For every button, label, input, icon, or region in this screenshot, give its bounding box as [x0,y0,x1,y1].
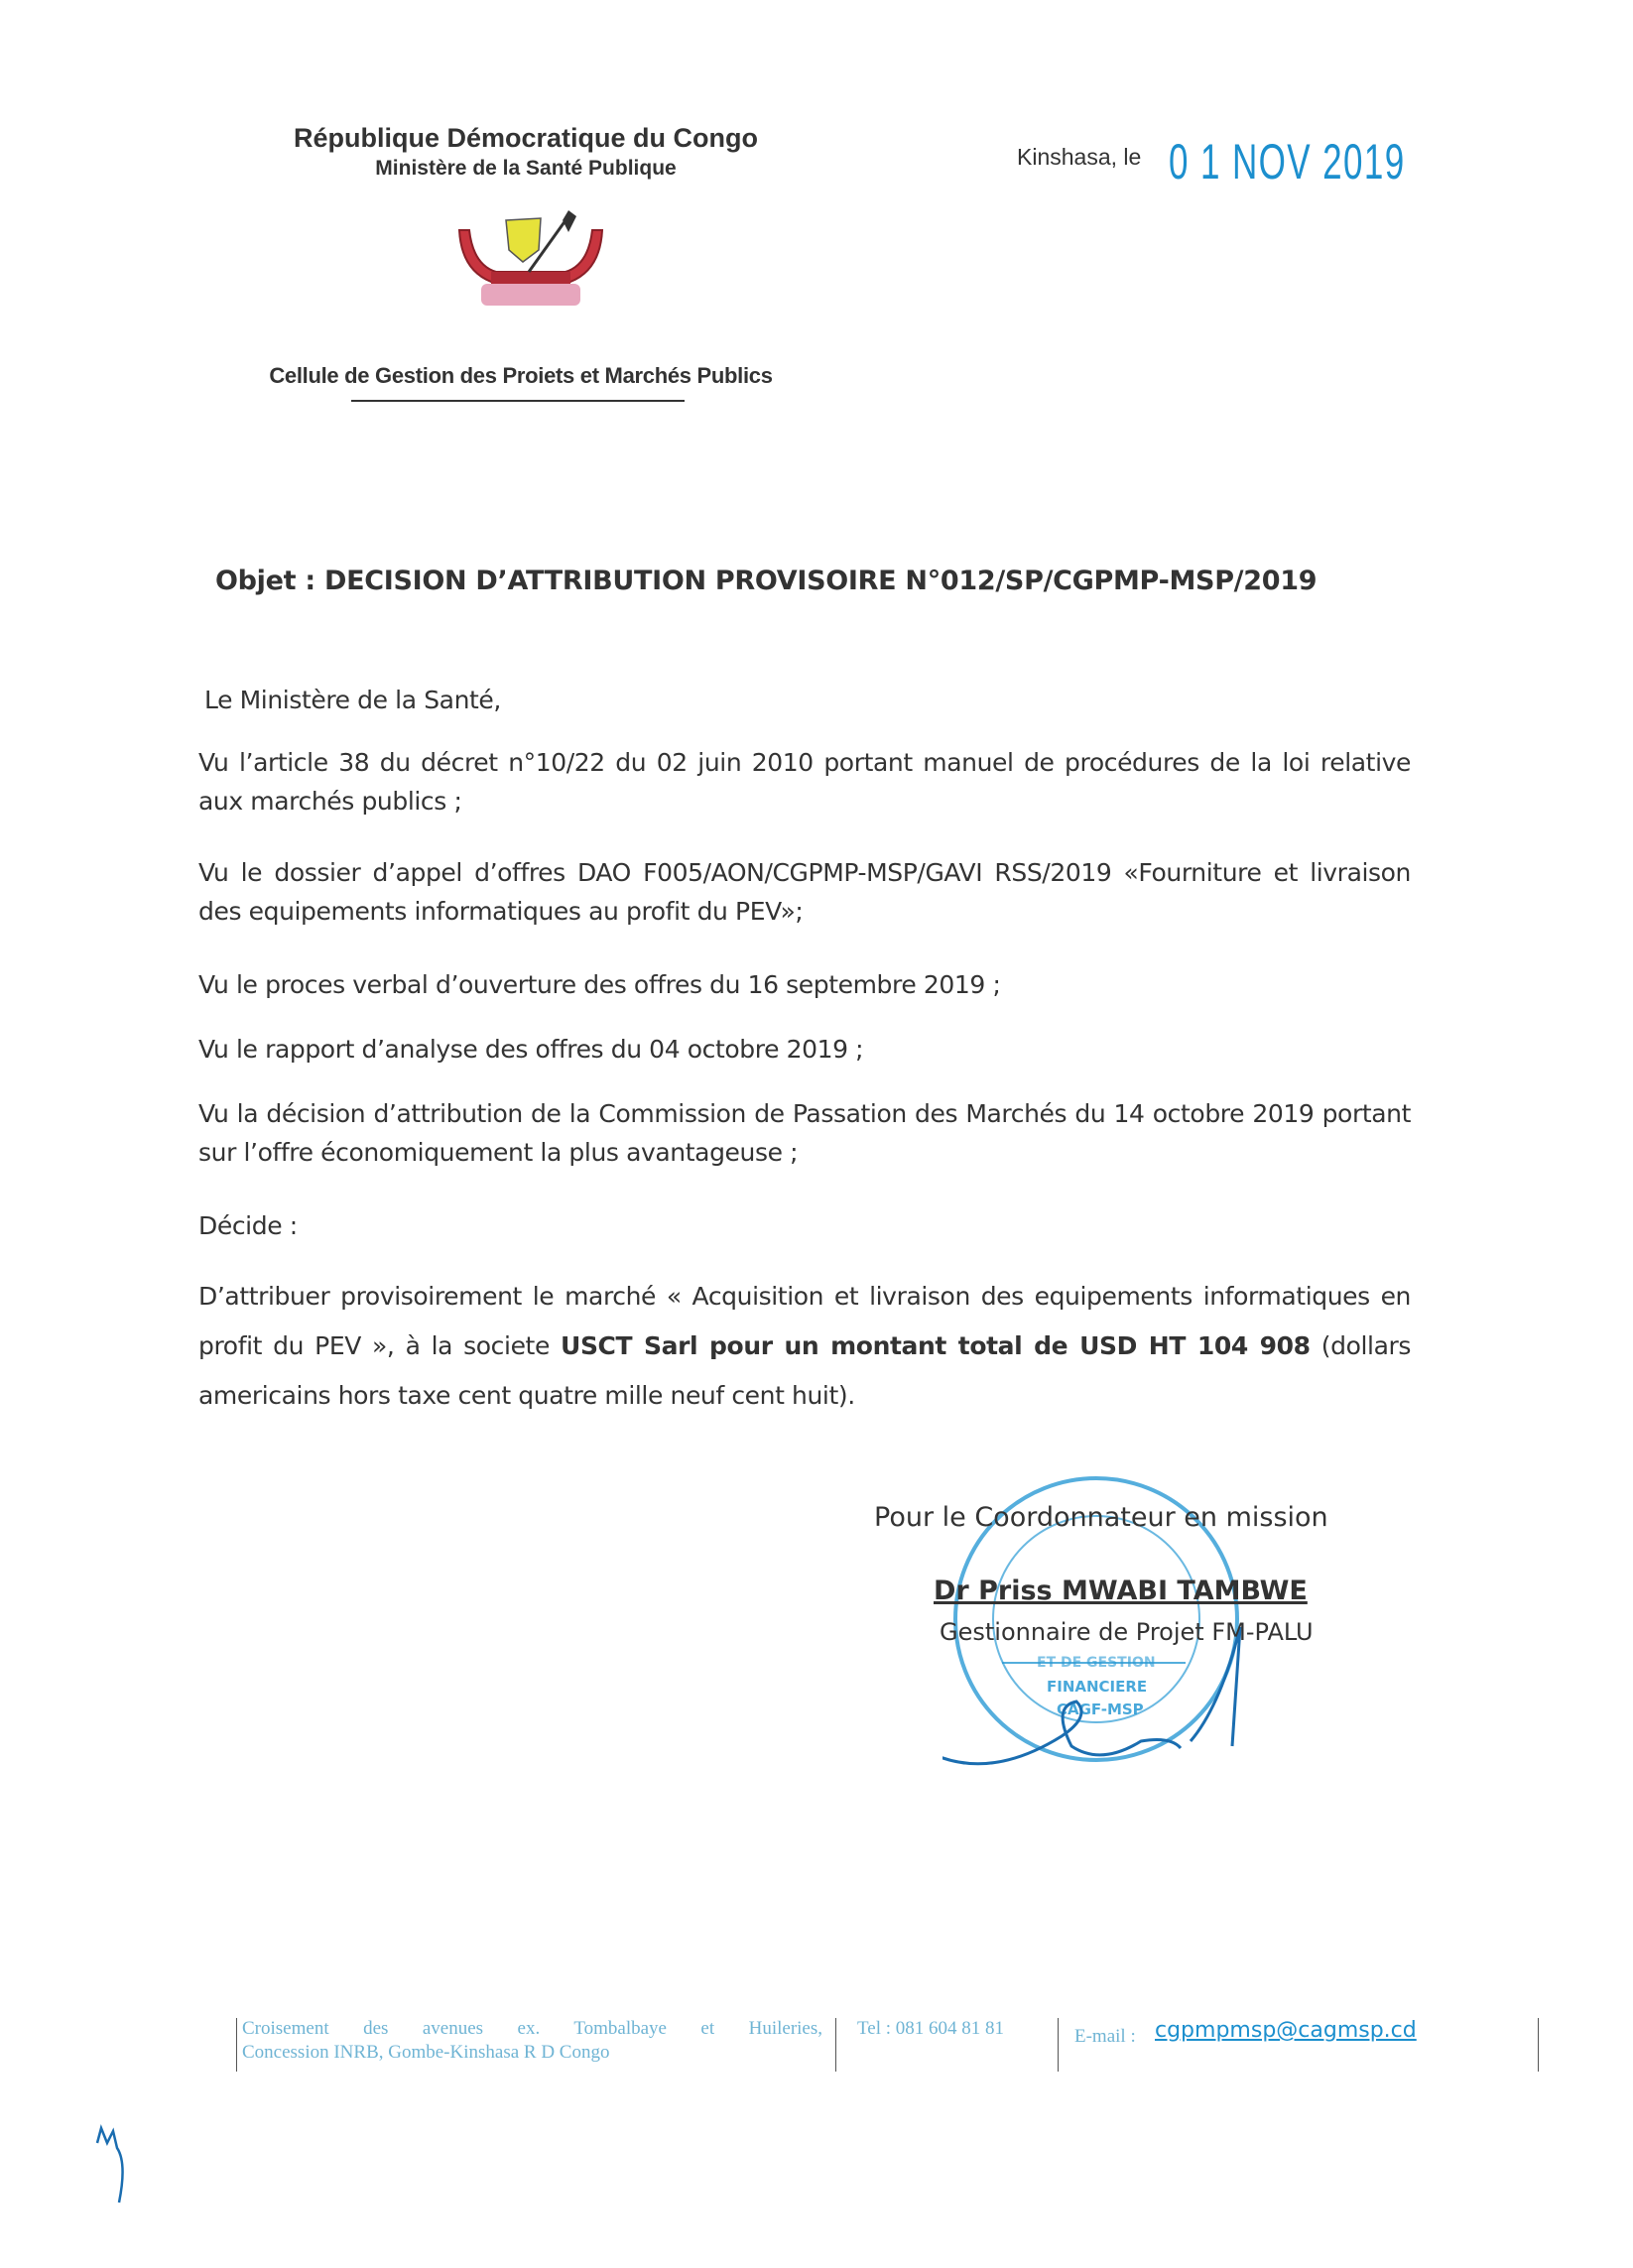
date-stamp: 0 1 NOV 2019 [1169,134,1406,189]
consideration-4: Vu le rapport d’analyse des offres du 04 octobre 2019 ; [198,1035,864,1064]
footer-divider [1058,2018,1059,2072]
footer-email-link[interactable]: cgpmpmsp@cagmsp.cd [1155,2018,1417,2043]
footer-divider [236,2018,237,2072]
footer-address-line1: Croisement des avenues ex. Tombalbaye et Huileries, [242,2018,822,2039]
consideration-2: Vu le dossier d’appel d’offres DAO F005/AON/CGPMP-MSP/GAVI RSS/2019 «Fourniture et livraison des equipements informatiques au profit du PEV»; [198,858,1411,926]
svg-text:CAGF-MSP: CAGF-MSP [1057,1701,1144,1718]
decision-text: D’attribuer provisoirement le marché « Acquisition et livraison des equipements informatiques en profit du PEV », à la societe [198,1282,1411,1360]
decides-label: Décide : [198,1211,298,1240]
company-name: USCT Sarl [561,1331,698,1360]
amount: pour un montant total de USD HT 104 908 [697,1331,1311,1360]
footer-divider [835,2018,836,2072]
initials-scribble [87,2103,137,2212]
signatory-name: Dr Priss MWABI TAMBWE [934,1575,1308,1606]
svg-text:ET DE GESTION: ET DE GESTION [1037,1655,1156,1671]
footer-divider [1538,2018,1539,2072]
consideration-3: Vu le proces verbal d’ouverture des offres du 16 septembre 2019 ; [198,970,1001,999]
signatory-role: Gestionnaire de Projet FM-PALU [940,1618,1314,1646]
svg-text:FINANCIERE: FINANCIERE [1047,1678,1148,1696]
place-label: Kinshasa, le [1017,144,1142,170]
on-behalf-label: Pour le Coordonnateur en mission [874,1502,1328,1533]
ministry-heading: Ministère de la Santé Publique [375,157,677,180]
footer-address-line2: Concession INRB, Gombe-Kinshasa R D Congo [242,2042,610,2063]
coat-of-arms-emblem [451,210,610,310]
country-heading: République Démocratique du Congo [293,123,758,153]
heading-divider [351,400,685,402]
consideration-1: Vu l’article 38 du décret n°10/22 du 02 juin 2010 portant manuel de procédures de la loi relative aux marchés publics ; [198,748,1411,816]
consideration-5: Vu la décision d’attribution de la Commission de Passation des Marchés du 14 octobre 2019 portant sur l’offre économiquement la plus avantageuse ; [198,1099,1411,1167]
decision-paragraph [198,1272,1411,1421]
subject-line: Objet : DECISION D’ATTRIBUTION PROVISOIRE N°012/SP/CGPMP-MSP/2019 [215,566,1318,596]
footer-email-label: E-mail : [1074,2026,1136,2047]
opening-line: Le Ministère de la Santé, [204,686,501,714]
footer-phone: Tel : 081 604 81 81 [857,2018,1005,2039]
unit-heading: Cellule de Gestion des Proiets et Marchés Publics [269,363,773,388]
amount-in-words: (dollars americains hors taxe cent quatre mille neuf cent huit). [198,1331,1411,1410]
